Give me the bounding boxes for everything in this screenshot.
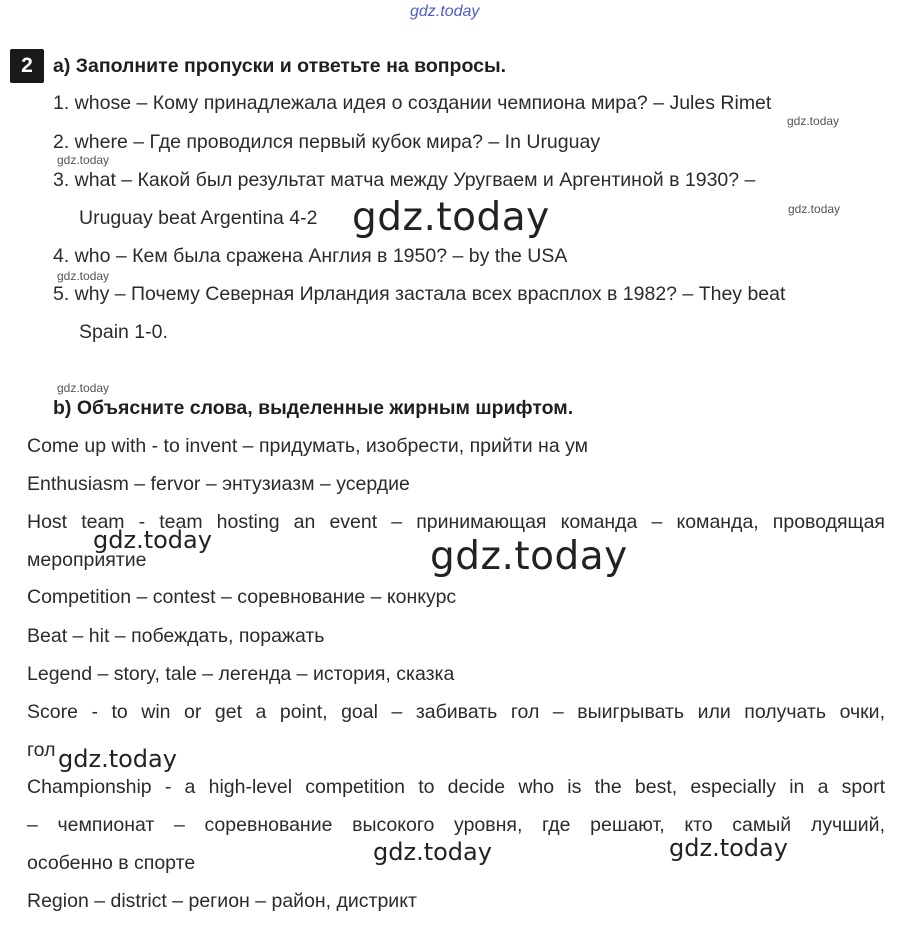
watermark: gdz.today bbox=[373, 838, 492, 866]
answer-line: 5. why – Почему Северная Ирландия застала всех врасплох в 1982? – They beat bbox=[53, 283, 786, 305]
watermark: gdz.today bbox=[352, 195, 550, 240]
watermark: gdz.today bbox=[57, 153, 110, 167]
watermark: gdz.today bbox=[93, 526, 212, 554]
watermark: gdz.today bbox=[57, 269, 110, 283]
watermark: gdz.today bbox=[669, 834, 788, 862]
watermark-top: gdz.today bbox=[410, 3, 480, 20]
answer-line: 1. whose – Кому принадлежала идея о создании чемпиона мира? – Jules Rimet bbox=[53, 92, 772, 114]
watermark: gdz.today bbox=[788, 202, 841, 216]
vocab-line-continuation: особенно в спорте bbox=[27, 852, 196, 874]
watermark: gdz.today bbox=[430, 534, 628, 579]
answer-line-continuation: Spain 1-0. bbox=[79, 321, 168, 343]
vocab-line: Competition – contest – соревнование – конкурс bbox=[27, 586, 457, 608]
part-a-heading: a) Заполните пропуски и ответьте на вопросы. bbox=[53, 55, 507, 77]
vocab-line-continuation: мероприятие bbox=[27, 549, 147, 571]
vocab-line: Come up with - to invent – придумать, изобрести, прийти на ум bbox=[27, 435, 589, 457]
watermark: gdz.today bbox=[787, 114, 840, 128]
vocab-line: Region – district – регион – район, дистрикт bbox=[27, 890, 417, 912]
answer-line-continuation: Uruguay beat Argentina 4-2 bbox=[79, 207, 318, 229]
answer-line: 3. what – Какой был результат матча между Уругваем и Аргентиной в 1930? – bbox=[53, 169, 756, 191]
vocab-line: Championship - a high-level competition to decide who is the best, especially in a sport bbox=[27, 776, 885, 798]
vocab-line-continuation: – чемпионат – соревнование высокого уровня, где решают, кто самый лучший, bbox=[27, 814, 885, 836]
part-b-heading: b) Объясните слова, выделенные жирным шрифтом. bbox=[53, 397, 574, 419]
vocab-line: Host team - team hosting an event – принимающая команда – команда, проводящая bbox=[27, 511, 885, 533]
answer-line: 4. who – Кем была сражена Англия в 1950? – by the USA bbox=[53, 245, 568, 267]
vocab-line-continuation: гол bbox=[27, 739, 56, 761]
vocab-line: Beat – hit – побеждать, поражать bbox=[27, 625, 325, 647]
vocab-line: Legend – story, tale – легенда – история, сказка bbox=[27, 663, 455, 685]
watermark: gdz.today bbox=[57, 381, 110, 395]
vocab-line: Score - to win or get a point, goal – забивать гол – выигрывать или получать очки, bbox=[27, 701, 885, 723]
task-number-badge: 2 bbox=[10, 49, 44, 83]
answer-line: 2. where – Где проводился первый кубок мира? – In Uruguay bbox=[53, 131, 601, 153]
watermark: gdz.today bbox=[58, 745, 177, 773]
vocab-line: Enthusiasm – fervor – энтузиазм – усердие bbox=[27, 473, 410, 495]
